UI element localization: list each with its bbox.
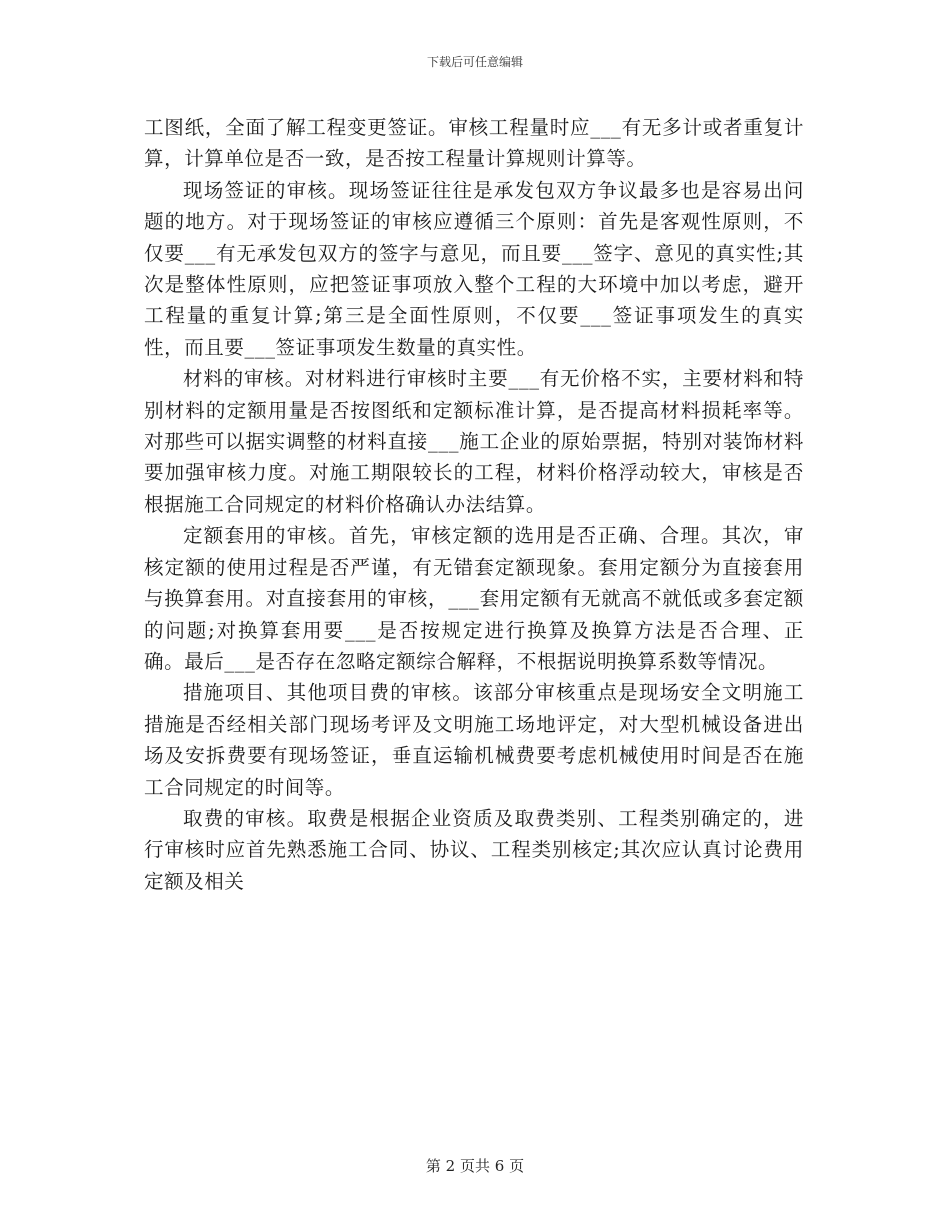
- paragraph-4: 定额套用的审核。首先，审核定额的选用是否正确、合理。其次，审核定额的使用过程是否严谨，有无错套定额现象。套用定额分为直接套用与换算套用。对直接套用的审核，___套用定额有无就高不就低或多套定额的问题;对换算套用要___是否按规定进行换算及换算方法是否合理、正确。最后___是否存在忽略定额综合解释，不根据说明换算系数等情况。: [144, 524, 804, 673]
- paragraph-1: 工图纸，全面了解工程变更签证。审核工程量时应___有无多计或者重复计算，计算单位是否一致，是否按工程量计算规则计算等。: [144, 116, 804, 171]
- paragraph-6: 取费的审核。取费是根据企业资质及取费类别、工程类别确定的，进行审核时应首先熟悉施工合同、协议、工程类别核定;其次应认真讨论费用定额及相关: [144, 806, 804, 893]
- page-footer: 第 2 页共 6 页: [425, 1157, 525, 1175]
- body-text: [144, 112, 804, 897]
- paragraph-3: 材料的审核。对材料进行审核时主要___有无价格不实，主要材料和特别材料的定额用量是否按图纸和定额标准计算，是否提高材料损耗率等。对那些可以据实调整的材料直接___施工企业的原始票据，特别对装饰材料要加强审核力度。对施工期限较长的工程，材料价格浮动较大，审核是否根据施工合同规定的材料价格确认办法结算。: [144, 367, 804, 516]
- page-header: 下载后可任意编辑: [426, 55, 523, 69]
- paragraph-2: 现场签证的审核。现场签证往往是承发包双方争议最多也是容易出问题的地方。对于现场签证的审核应遵循三个原则：首先是客观性原则，不仅要___有无承发包双方的签字与意见，而且要___签字、意见的真实性;其次是整体性原则，应把签证事项放入整个工程的大环境中加以考虑，避开工程量的重复计算;第三是全面性原则，不仅要___签证事项发生的真实性，而且要___签证事项发生数量的真实性。: [144, 178, 804, 359]
- paragraph-5: 措施项目、其他项目费的审核。该部分审核重点是现场安全文明施工措施是否经相关部门现场考评及文明施工场地评定，对大型机械设备进出场及安拆费要有现场签证，垂直运输机械费要考虑机械使用时间是否在施工合同规定的时间等。: [144, 681, 804, 799]
